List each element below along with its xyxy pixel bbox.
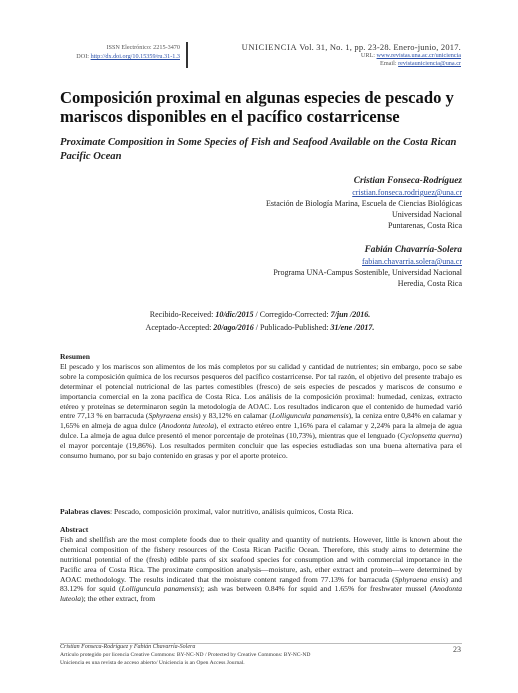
abstract-text: ) and 83.12% for squid ( <box>60 574 462 594</box>
author-email-link[interactable]: fabian.chavarria.solera@una.cr <box>362 257 462 266</box>
author-name: Cristian Fonseca-Rodríguez <box>353 176 462 186</box>
species-name: Anodonta luteola <box>60 584 462 604</box>
header-divider <box>186 42 188 68</box>
issn: ISSN Electrónico: 2215-3470 <box>106 44 180 51</box>
footer <box>60 644 430 667</box>
species-name: Sphyraena ensis <box>148 411 199 421</box>
dates-line-2: Aceptado-Accepted: 20/ago/2016 / Publicado-Published: 31/ene /2017. <box>145 323 375 332</box>
header-left <box>58 43 180 61</box>
footer-license: Artículo protegido por licencia Creative Commons: BY-NC-ND / Protected by Creative Commons: BY-NC-ND <box>60 651 311 658</box>
resumen-text: ), la ceniza entre 0,84% en calamar y 1,65% en almeja de agua dulce ( <box>60 411 462 431</box>
accepted-date: 20/ago/2016 <box>213 323 254 332</box>
corrected-label: Corregido-Corrected: <box>259 310 329 319</box>
published-label: Publicado-Published: <box>259 323 329 332</box>
dates-line-1: Recibido-Received: 10/dic/2015 / Corregido-Corrected: 7/jun /2016. <box>149 310 371 319</box>
article-title: Composición proximal en algunas especies de pescado y mariscos disponibles en el pacífico costarricense <box>60 88 454 126</box>
author-block-1 <box>162 176 462 231</box>
email-label: Email: <box>380 60 397 68</box>
abstract-heading: Abstract <box>60 525 89 534</box>
doi-label: DOI: <box>76 53 90 60</box>
journal-name: UNICIENCIA <box>241 42 298 52</box>
resumen-heading: Resumen <box>60 352 90 361</box>
footer-open-access: Uniciencia es una revista de acceso abierto/ Uniciencia is an Open Access Journal. <box>60 659 245 666</box>
url-line <box>201 52 461 61</box>
species-name: Anodonta luteola <box>161 421 214 431</box>
resumen-paragraph <box>60 362 462 461</box>
corrected-date: 7/jun /2016. <box>330 310 371 319</box>
page-number: 23 <box>453 645 461 654</box>
author-affiliation: Heredia, Costa Rica <box>397 279 462 288</box>
keywords <box>60 507 462 517</box>
author-affiliation: Estación de Biología Marina, Escuela de Ciencias Biológicas <box>266 199 462 208</box>
header-right <box>201 43 461 69</box>
abstract-text: ); ash was between 0.84% for squid and 1.65% for freshwater mussel ( <box>199 584 433 594</box>
abstract-text: ); the ether extract, from <box>81 594 156 604</box>
url-label: URL: <box>360 51 375 59</box>
article-dates <box>60 308 460 334</box>
journal-url-link[interactable]: www.revistas.una.ac.cr/uniciencia <box>376 51 461 59</box>
accepted-label: Aceptado-Accepted: <box>145 323 212 332</box>
journal-line <box>201 43 461 52</box>
keywords-label: Palabras claves <box>60 507 110 516</box>
author-name: Fabián Chavarría-Solera <box>364 245 462 255</box>
footer-authors: Cristian Fonseca-Rodríguez y Fabián Chavarría-Solera <box>60 644 196 650</box>
resumen-section <box>60 352 462 461</box>
received-label: Recibido-Received: <box>149 310 214 319</box>
resumen-text: El pescado y los mariscos son alimentos de los más completos por su calidad y cantidad de nutrientes; sin embargo, poco se sabe sobre la composición química de los recursos pesqueros del pacífico costarricense. Por tal razón, el objetivo del presente trabajo es determinar el potencial nutricional de las partes comestibles (fresco) de seis especies de pescados y mariscos de consumo e importancia comercial en la zona pacífica de Costa Rica. Los análisis de la composición proximal: humedad, cenizas, extracto etéreo y proteínas se determinaron según la metodología de AOAC. Los resultados indicaron que el contenido de humedad varió entre 77,13 % en barracuda ( <box>60 361 462 421</box>
author-block-2 <box>162 245 462 289</box>
species-name: Sphyraena ensis <box>394 574 446 584</box>
abstract-paragraph <box>60 535 462 604</box>
species-name: Lolliguncula panamensis <box>121 584 200 594</box>
doi-line <box>58 52 180 61</box>
resumen-text: ) el mayor porcentaje (19,86%). Los resultados permiten concluir que las especies estudiadas son una buena alternativa para el consumo humano, por su bajo contenido en grasas y por el aporte proteico. <box>60 431 462 461</box>
journal-info: Vol. 31, No. 1, pp. 23-28. Enero-junio, 2017. <box>299 42 461 52</box>
published-date: 31/ene /2017. <box>330 323 375 332</box>
author-affiliation: Universidad Nacional <box>392 210 462 219</box>
abstract-text: Fish and shellfish are the most complete foods due to their quality and quantity of nutrients. However, little is known about the chemical composition of the fishery resources of the Costa Rican Pacific Ocean. Therefore, this study aims to determine the nutritional potential of the (fresh) edible parts of six seafood species for consumption and with commercial importance in the Pacific area of Costa Rica. The proximate composition analysis—moisture, ash, ether extract and protein—were determined by AOAC methodology. The results indicated that the moisture content ranged from 77.13% for barracuda ( <box>60 534 462 584</box>
species-name: Lolliguncula panamensis <box>271 411 349 421</box>
abstract-section <box>60 525 462 604</box>
email-line <box>201 60 461 69</box>
author-affiliation: Programa UNA-Campus Sostenible, Universidad Nacional <box>273 268 462 277</box>
species-name: Cyclopsetta querna <box>400 431 460 441</box>
journal-email-link[interactable]: revistauniciencia@una.cr <box>398 60 461 68</box>
doi-link[interactable]: http://dx.doi.org/10.15359/ru.31-1.3 <box>90 53 180 60</box>
article-subtitle: Proximate Composition in Some Species of Fish and Seafood Available on the Costa Rican Pacific Ocean <box>60 137 457 162</box>
keywords-text: : Pescado, composición proximal, valor nutritivo, análisis químicos, Costa Rica. <box>110 507 354 516</box>
resumen-text: ), el extracto etéreo entre 1,16% para el calamar y 2,24% para la almeja de agua dulce. La almeja de agua dulce presentó el menor porcentaje de proteínas (10,73%), mientras que el lenguado ( <box>60 421 462 441</box>
resumen-text: ) y 83,12% en calamar ( <box>198 411 272 421</box>
author-affiliation: Puntarenas, Costa Rica <box>388 221 462 230</box>
received-date: 10/dic/2015 <box>215 310 254 319</box>
author-email-link[interactable]: cristian.fonseca.rodriguez@una.cr <box>352 188 462 197</box>
